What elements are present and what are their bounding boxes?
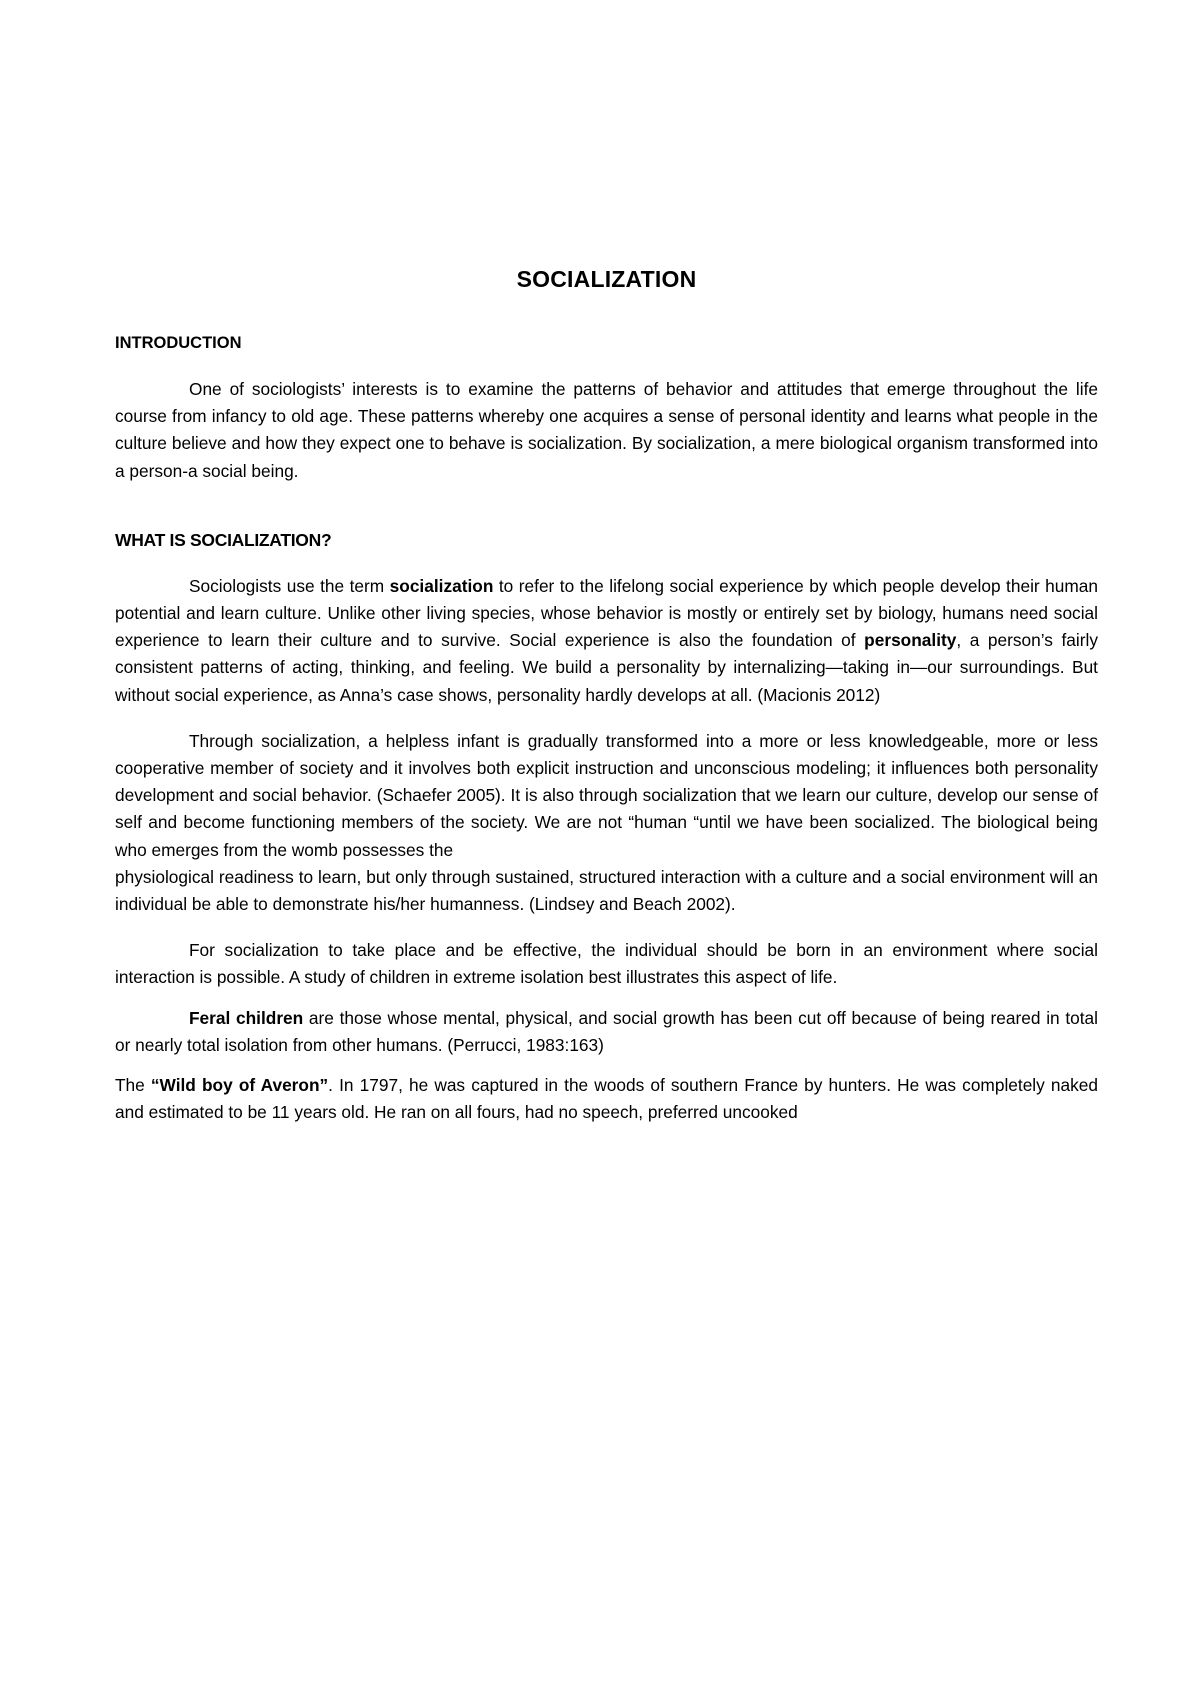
introduction-paragraph: One of sociologists’ interests is to examine the patterns of behavior and attitudes that emerge throughout the life course from infancy to old age. These patterns whereby one acquires a sense of personal identity and learns what people in the culture believe and how they expect one to behave is socialization. By socialization, a mere biological organism transformed into a person-a social being. <box>115 379 1098 481</box>
definition-text-a: Sociologists use the term <box>189 575 390 596</box>
wild-boy-text: . In 1797, he was captured in the woods of southern France by hunters. He was completely naked and estimated to be 11 years old. He ran on all fours, had no speech, preferred uncooked <box>115 1075 1098 1123</box>
feral-children-paragraph <box>115 1005 1098 1059</box>
document-body <box>115 264 1098 1126</box>
definition-text-c: to refer to the lifelong social experience by which people develop their human potential and learn culture. Unlike other living species, whose behavior is mostly or entirely set by biology, humans need social experience to learn their culture and to survive. Social experience is also the foundation of <box>115 575 1099 651</box>
infant-transformation-paragraph: Through socialization, a helpless infant is gradually transformed into a more or less knowledgeable, more or less cooperative member of society and it involves both explicit instruction and unconscious modeling; it influences both personality development and social behavior. (Schaefer 2005). It is also through socialization that we learn our culture, develop our sense of self and become functioning members of the society. We are not “human “until we have been socialized. The biological being who emerges from the womb possesses the <box>115 730 1098 860</box>
term-wild-boy: “Wild boy of Averon” <box>150 1075 329 1096</box>
environment-paragraph: For socialization to take place and be effective, the individual should be born in an environment where social interaction is possible. A study of children in extreme isolation best illustrates this aspect of life. <box>115 940 1098 988</box>
what-is-socialization-heading: WHAT IS SOCIALIZATION? <box>115 529 332 550</box>
feral-children-text: are those whose mental, physical, and social growth has been cut off because of being reared in total or nearly total isolation from other humans. (Perrucci, 1983:163) <box>115 1007 1098 1055</box>
term-personality: personality <box>864 630 957 651</box>
definition-text-e: , a person’s fairly consistent patterns of acting, thinking, and feeling. We build a personality by internalizing—taking in—our surroundings. But without social experience, as Anna’s case shows, personality hardly develops at all. (Macionis 2012) <box>115 630 1098 705</box>
term-socialization: socialization <box>389 575 494 596</box>
introduction-heading: INTRODUCTION <box>115 334 242 352</box>
wild-boy-lead: The <box>115 1075 151 1096</box>
term-feral-children: Feral children <box>189 1007 304 1028</box>
wild-boy-paragraph <box>115 1072 1098 1126</box>
infant-transformation-continuation: physiological readiness to learn, but only through sustained, structured interaction with a culture and a social environment will an individual be able to demonstrate his/her humanness. (Lindsey and Beach 2002). <box>115 866 1098 915</box>
definition-paragraph <box>115 573 1098 709</box>
document-title: SOCIALIZATION <box>516 266 697 292</box>
